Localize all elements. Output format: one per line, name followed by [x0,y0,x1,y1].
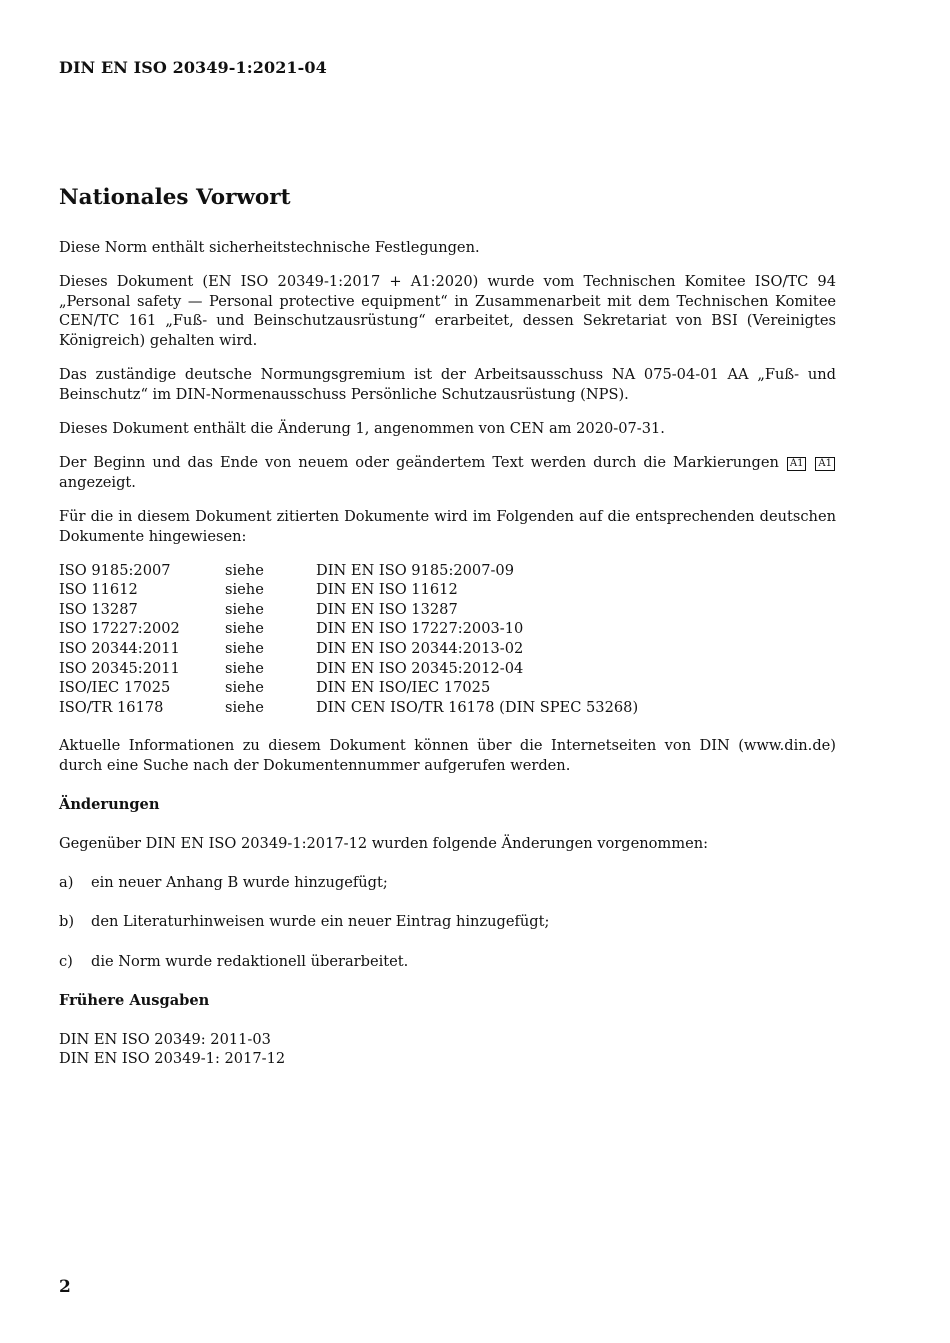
paragraph-national-body: Das zuständige deutsche Normungsgremium ist der Arbeitsausschuss NA 075-04-01 AA „Fuß- und Beinschutz“ im DIN-Normenausschuss Persönliche Schutzausrüstung (NPS). [59,366,836,403]
changes-heading: Änderungen [59,796,160,814]
reference-iso: ISO/TR 16178 [59,698,164,716]
reference-din: DIN EN ISO 17227:2003-10 [316,620,524,638]
list-item [59,912,836,932]
amendment-end-marker-icon: A1 [815,457,835,471]
reference-row [59,600,836,620]
reference-see: siehe [225,600,264,618]
list-item-label: b) [59,913,75,931]
markers-end-text: angezeigt. [59,473,136,491]
reference-iso: ISO 17227:2002 [59,620,180,638]
paragraph-safety: Diese Norm enthält sicherheitstechnische Festlegungen. [59,239,480,256]
reference-din: DIN EN ISO 9185:2007-09 [316,561,514,579]
reference-see: siehe [225,620,264,638]
reference-row [59,659,836,679]
markers-text: Der Beginn und das Ende von neuem oder geändertem Text werden durch die Markierungen [59,454,779,472]
reference-din: DIN EN ISO 13287 [316,600,458,618]
paragraph-online-info: Aktuelle Informationen zu diesem Dokument können über die Internetseiten von DIN (www.din.de) durch eine Suche nach der Dokumentennummer aufgerufen werden. [59,737,836,775]
reference-row [59,639,836,659]
reference-see: siehe [225,581,264,599]
reference-see: siehe [225,561,264,579]
paragraph-markers [59,453,836,492]
reference-row [59,561,836,581]
document-body [59,238,836,1069]
previous-edition: DIN EN ISO 20349-1: 2017-12 [59,1050,286,1068]
reference-row [59,619,836,639]
changes-intro: Gegenüber DIN EN ISO 20349-1:2017-12 wurden folgende Änderungen vorgenommen: [59,835,709,853]
paragraph-committee: Dieses Dokument (EN ISO 20349-1:2017 + A1:2020) wurde vom Technischen Komitee ISO/TC 94 „Personal safety — Personal protective equipment“ in Zusammenarbeit mit dem Technischen Komitee CEN/TC 161 „Fuß- und Beinschutzausrüstung“ erarbeitet, dessen Sekretariat von BSI (Vereinigtes Königreich) gehalten wird. [59,273,836,349]
reference-table [59,561,836,718]
document-id-header: DIN EN ISO 20349-1:2021-04 [59,58,327,77]
list-item [59,873,836,893]
reference-din: DIN EN ISO/IEC 17025 [316,679,491,697]
list-item [59,952,836,972]
reference-iso: ISO 9185:2007 [59,561,171,579]
reference-din: DIN EN ISO 20344:2013-02 [316,640,524,658]
reference-iso: ISO 20344:2011 [59,640,180,658]
list-item-text: ein neuer Anhang B wurde hinzugefügt; [91,874,388,892]
reference-see: siehe [225,659,264,677]
reference-row [59,698,836,718]
reference-iso: ISO 11612 [59,581,138,599]
reference-din: DIN CEN ISO/TR 16178 (DIN SPEC 53268) [316,698,639,716]
reference-row [59,580,836,600]
previous-editions-list [59,1030,836,1069]
reference-din: DIN EN ISO 20345:2012-04 [316,659,524,677]
list-item-text: die Norm wurde redaktionell überarbeitet. [91,952,409,970]
reference-iso: ISO/IEC 17025 [59,679,171,697]
list-item-text: den Literaturhinweisen wurde ein neuer Eintrag hinzugefügt; [91,913,550,931]
list-item-label: c) [59,952,73,970]
previous-edition: DIN EN ISO 20349: 2011-03 [59,1030,271,1048]
amendment-start-marker-icon: A1 [787,457,807,471]
list-item-label: a) [59,874,74,892]
paragraph-amendment: Dieses Dokument enthält die Änderung 1, angenommen von CEN am 2020-07-31. [59,419,665,437]
reference-row [59,678,836,698]
reference-iso: ISO 13287 [59,600,138,618]
page-number: 2 [59,1277,71,1297]
previous-editions-heading: Frühere Ausgaben [59,991,210,1009]
reference-see: siehe [225,679,264,697]
paragraph-references-intro: Für die in diesem Dokument zitierten Dokumente wird im Folgenden auf die entsprechenden deutschen Dokumente hingewiesen: [59,507,836,545]
page-title: Nationales Vorwort [59,185,291,210]
reference-see: siehe [225,698,264,716]
reference-din: DIN EN ISO 11612 [316,581,458,599]
reference-iso: ISO 20345:2011 [59,659,180,677]
reference-see: siehe [225,640,264,658]
